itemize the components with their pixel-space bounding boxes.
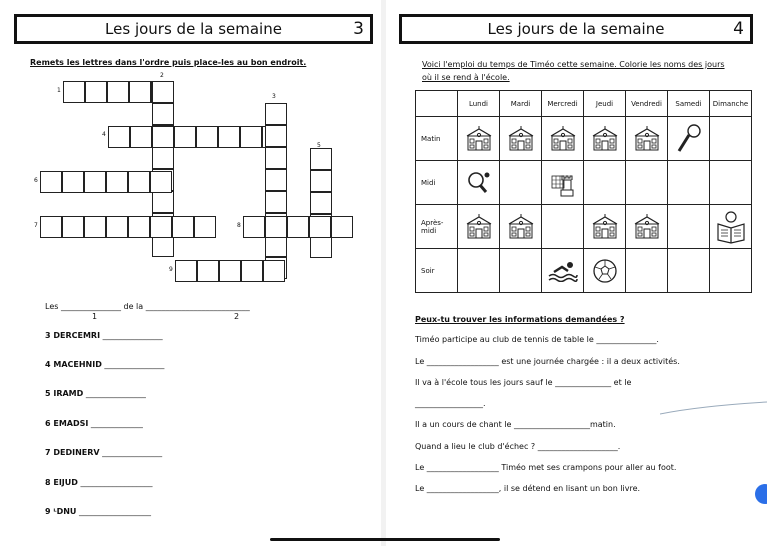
crossword-cell[interactable]: [40, 171, 62, 193]
crossword-cell[interactable]: [265, 125, 287, 147]
schedule-cell: [626, 205, 668, 249]
school-icon: [458, 126, 499, 152]
day-header: Mardi: [500, 91, 542, 117]
answer-line: Les _______________ de la __________________________: [45, 302, 250, 311]
home-indicator[interactable]: [270, 538, 500, 541]
crossword-cell[interactable]: [243, 216, 265, 238]
school-icon: [458, 214, 499, 240]
word-item: 9 ᴸDNU __________________: [45, 507, 151, 516]
school-icon: [584, 214, 625, 240]
crossword-cell[interactable]: [106, 216, 128, 238]
day-header: Vendredi: [626, 91, 668, 117]
crossword-cell[interactable]: [218, 126, 240, 148]
schedule-cell: [668, 205, 710, 249]
microphone-icon: [668, 124, 709, 154]
crossword-cell[interactable]: [287, 216, 309, 238]
crossword-cell[interactable]: [130, 126, 152, 148]
schedule-cell: [500, 117, 542, 161]
crossword-cell[interactable]: [241, 260, 263, 282]
schedule-cell: [542, 161, 584, 205]
schedule-cell: [668, 161, 710, 205]
schedule-row: [416, 161, 752, 205]
crossword-cell[interactable]: [310, 170, 332, 192]
row-label: Matin: [416, 117, 458, 161]
crossword-cell[interactable]: [40, 216, 62, 238]
day-header: Dimanche: [710, 91, 752, 117]
crossword-cell[interactable]: [108, 126, 130, 148]
questions-title: Peux-tu trouver les informations demandées ?: [415, 315, 625, 324]
schedule-cell: [710, 205, 752, 249]
schedule-cell: [458, 117, 500, 161]
crossword-cell[interactable]: [85, 81, 107, 103]
schedule-cell: [584, 161, 626, 205]
crossword-cell[interactable]: [152, 147, 174, 169]
schedule-cell: [458, 205, 500, 249]
schedule-cell: [710, 117, 752, 161]
question: Il va à l'école tous les jours sauf le ______________ et le: [415, 378, 632, 387]
crossword-cell[interactable]: [62, 171, 84, 193]
school-icon: [500, 126, 541, 152]
crossword-cell[interactable]: [265, 169, 287, 191]
day-header: Jeudi: [584, 91, 626, 117]
left-page-number: 3: [353, 19, 364, 39]
question: Il a un cours de chant le ___________________matin.: [415, 420, 616, 429]
right-page-number: 4: [733, 19, 744, 39]
crossword-cell[interactable]: [194, 216, 216, 238]
crossword-cell[interactable]: [150, 171, 172, 193]
crossword-number: 4: [102, 131, 106, 138]
row-label: Midi: [416, 161, 458, 205]
school-icon: [626, 214, 667, 240]
question: Quand a lieu le club d'échec ? ____________________.: [415, 442, 621, 451]
chess-icon: [542, 168, 583, 198]
word-item: 3 DERCEMRI _______________: [45, 331, 163, 340]
right-page: [386, 0, 767, 546]
answer-index-2: 2: [234, 312, 240, 321]
crossword-cell[interactable]: [310, 192, 332, 214]
left-title-box: [14, 14, 373, 44]
left-page: [0, 0, 381, 546]
left-instruction: Remets les lettres dans l'ordre puis place-les au bon endroit.: [30, 58, 307, 67]
crossword-cell[interactable]: [174, 126, 196, 148]
crossword-cell[interactable]: [106, 171, 128, 193]
crossword-cell[interactable]: [63, 81, 85, 103]
crossword-number: 1: [57, 87, 61, 94]
crossword-number: 6: [34, 177, 38, 184]
schedule-header-row: [416, 91, 752, 117]
crossword-cell[interactable]: [152, 235, 174, 257]
crossword-cell[interactable]: [331, 216, 353, 238]
crossword-number: 8: [237, 222, 241, 229]
crossword-cell[interactable]: [309, 216, 331, 238]
crossword-cell[interactable]: [128, 171, 150, 193]
schedule-cell: [710, 249, 752, 293]
school-icon: [584, 126, 625, 152]
schedule-cell: [584, 205, 626, 249]
right-instruction-1: Voici l'emploi du temps de Timéo cette semaine. Colorie les noms des jours: [422, 60, 725, 69]
right-instruction-2: où il se rend à l'école.: [422, 73, 510, 82]
word-item: 8 EIJUD __________________: [45, 478, 153, 487]
crossword-cell[interactable]: [240, 126, 262, 148]
word-item: 4 MACEHNID _______________: [45, 360, 165, 369]
schedule-row: [416, 205, 752, 249]
crossword-number: 3: [272, 93, 276, 100]
school-icon: [500, 214, 541, 240]
day-header: Lundi: [458, 91, 500, 117]
crossword-cell[interactable]: [150, 216, 172, 238]
answer-index-1: 1: [92, 312, 98, 321]
schedule-cell: [584, 117, 626, 161]
schedule-cell: [668, 117, 710, 161]
day-header: Mercredi: [542, 91, 584, 117]
schedule-cell: [668, 249, 710, 293]
schedule-cell: [458, 249, 500, 293]
word-item: 5 IRAMD _______________: [45, 389, 146, 398]
schedule-cell: [542, 249, 584, 293]
question: _________________.: [415, 399, 486, 408]
swimmer-icon: [542, 260, 583, 282]
schedule-row: [416, 117, 752, 161]
crossword-cell[interactable]: [129, 81, 151, 103]
row-label: Soir: [416, 249, 458, 293]
schedule-cell: [542, 205, 584, 249]
crossword-cell[interactable]: [265, 235, 287, 257]
schedule-cell: [626, 249, 668, 293]
question: Timéo participe au club de tennis de table le _______________.: [415, 335, 659, 344]
crossword-cell[interactable]: [152, 103, 174, 125]
crossword-cell[interactable]: [152, 191, 174, 213]
crossword-cell[interactable]: [265, 191, 287, 213]
crossword-cell[interactable]: [310, 236, 332, 258]
crossword-cell[interactable]: [84, 216, 106, 238]
crossword-cell[interactable]: [175, 260, 197, 282]
schedule-cell: [542, 117, 584, 161]
pen-scribble: [660, 400, 767, 420]
crossword-cell[interactable]: [84, 171, 106, 193]
crossword-number: 9: [169, 266, 173, 273]
crossword-number: 5: [317, 142, 321, 149]
row-label: Après-midi: [416, 205, 458, 249]
crossword-cell[interactable]: [107, 81, 129, 103]
schedule-table: [415, 90, 752, 293]
corner-cell: [416, 91, 458, 117]
crossword-cell[interactable]: [197, 260, 219, 282]
crossword-number: 7: [34, 222, 38, 229]
school-icon: [626, 126, 667, 152]
crossword-cell[interactable]: [128, 216, 150, 238]
question: Le __________________ est une journée chargée : il a deux activités.: [415, 357, 680, 366]
schedule-cell: [500, 249, 542, 293]
question: Le __________________ Timéo met ses crampons pour aller au foot.: [415, 463, 677, 472]
schedule-cell: [584, 249, 626, 293]
schedule-cell: [458, 161, 500, 205]
crossword-cell[interactable]: [196, 126, 218, 148]
schedule-row: [416, 249, 752, 293]
schedule-cell: [500, 161, 542, 205]
crossword-cell[interactable]: [265, 147, 287, 169]
football-icon: [584, 258, 625, 284]
crossword-cell[interactable]: [152, 126, 174, 148]
day-header: Samedi: [668, 91, 710, 117]
crossword-cell[interactable]: [219, 260, 241, 282]
schedule-cell: [710, 161, 752, 205]
school-icon: [542, 126, 583, 152]
crossword-cell[interactable]: [310, 148, 332, 170]
question: Le __________________, il se détend en lisant un bon livre.: [415, 484, 641, 493]
word-item: 6 EMADSI _____________: [45, 419, 143, 428]
schedule-cell: [626, 161, 668, 205]
crossword-cell[interactable]: [172, 216, 194, 238]
crossword-cell[interactable]: [265, 216, 287, 238]
reader-icon: [710, 210, 751, 244]
crossword-cell[interactable]: [152, 81, 174, 103]
schedule-cell: [626, 117, 668, 161]
crossword-cell[interactable]: [263, 260, 285, 282]
crossword-cell[interactable]: [265, 103, 287, 125]
word-item: 7 DEDINERV _______________: [45, 448, 163, 457]
crossword-cell[interactable]: [62, 216, 84, 238]
left-title: Les jours de la semaine: [105, 20, 282, 38]
right-title: Les jours de la semaine: [487, 20, 665, 38]
crossword-number: 2: [160, 72, 164, 79]
right-title-box: [399, 14, 753, 44]
schedule-cell: [500, 205, 542, 249]
ping-pong-icon: [458, 170, 499, 196]
